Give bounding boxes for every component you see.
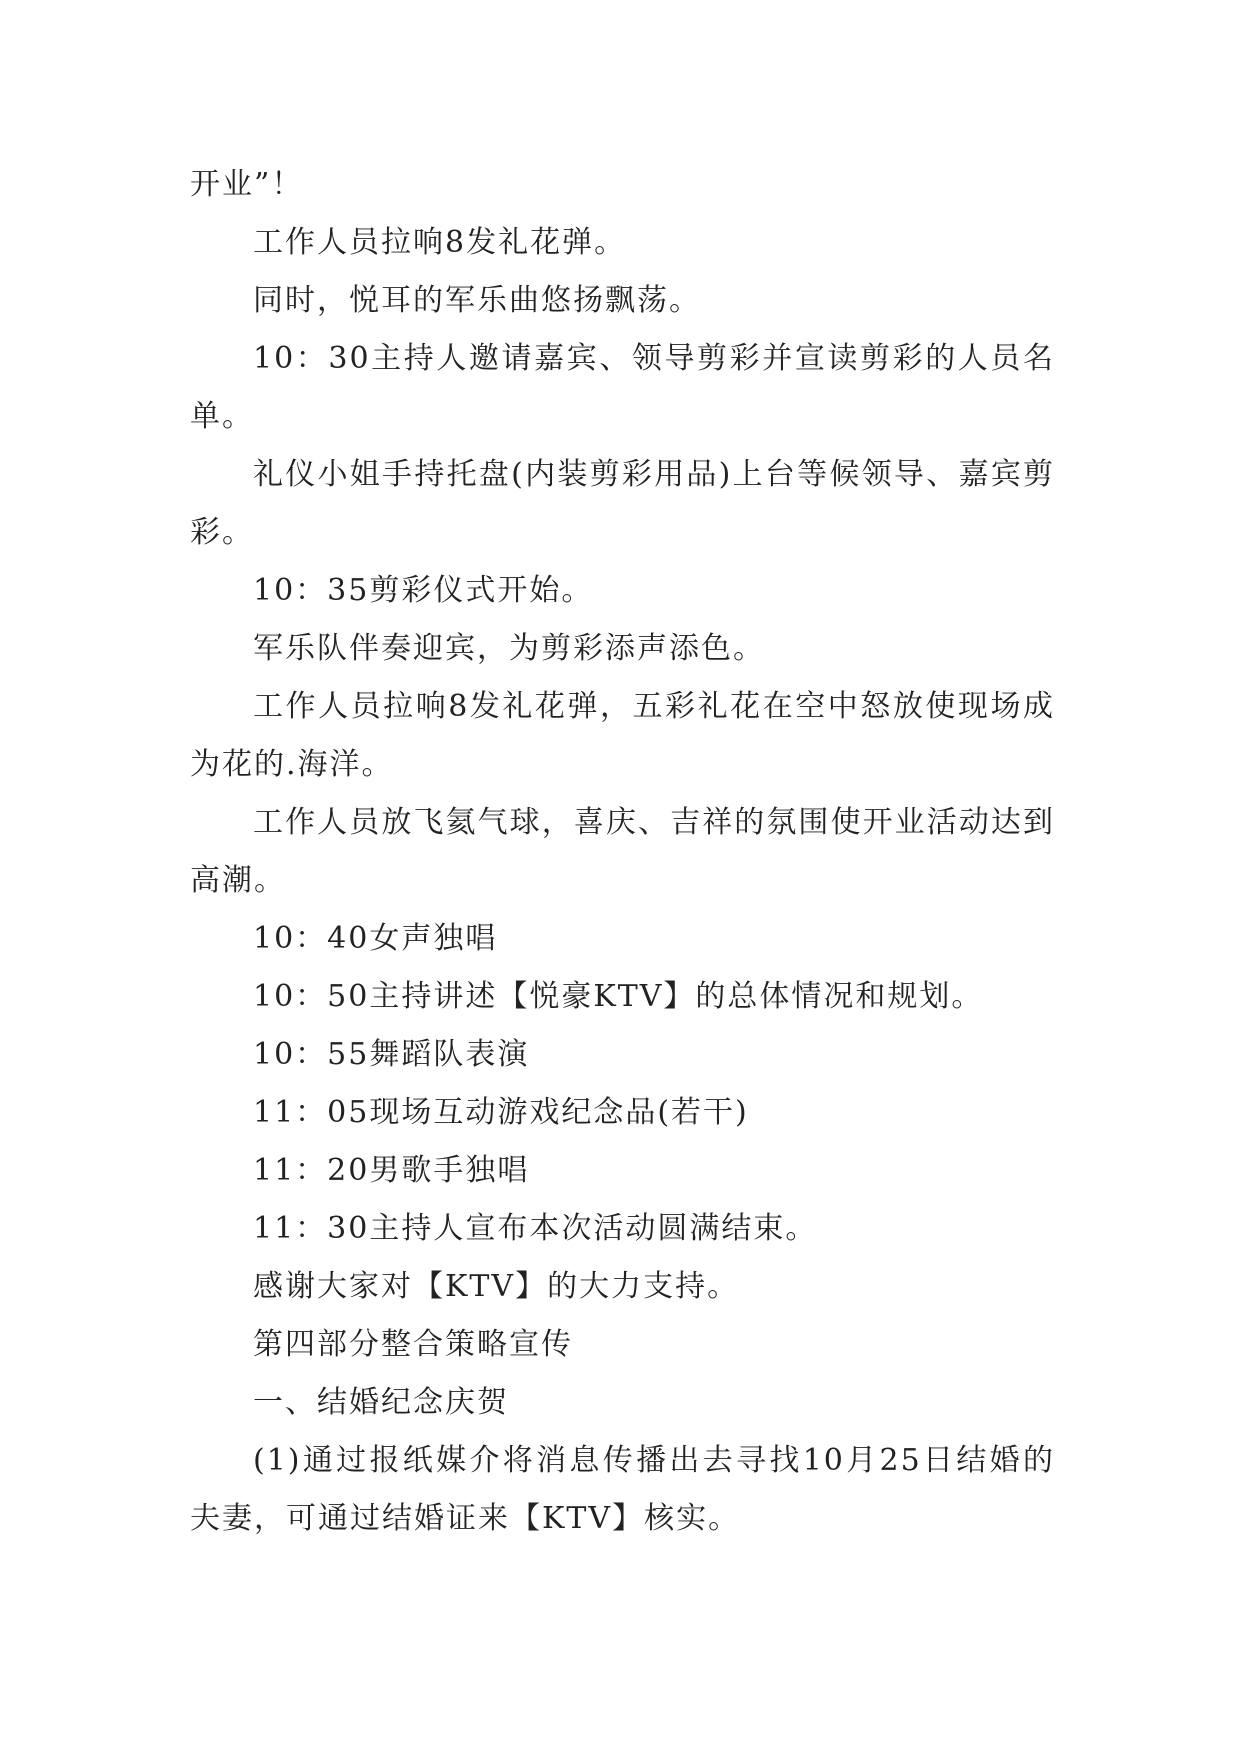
paragraph: 11：30主持人宣布本次活动圆满结束。	[253, 1211, 818, 1246]
paragraph: 10：35剪彩仪式开始。	[253, 573, 594, 608]
paragraph: 工作人员放飞氦气球，喜庆、吉祥的氛围使开业活动达到高潮。	[190, 805, 1055, 898]
section-heading: 第四部分整合策略宣传	[253, 1327, 573, 1362]
paragraph: 军乐队伴奏迎宾，为剪彩添声添色。	[253, 631, 765, 666]
paragraph: 11：20男歌手独唱	[253, 1153, 530, 1188]
paragraph: 10：40女声独唱	[253, 921, 498, 956]
paragraph: 10：30主持人邀请嘉宾、领导剪彩并宣读剪彩的人员名单。	[190, 341, 1055, 434]
paragraph: 礼仪小姐手持托盘(内装剪彩用品)上台等候领导、嘉宾剪彩。	[190, 457, 1055, 550]
paragraph: 10：55舞蹈队表演	[253, 1037, 530, 1072]
paragraph: 工作人员拉响8发礼花弹，五彩礼花在空中怒放使现场成为花的.海洋。	[190, 689, 1055, 782]
paragraph: 感谢大家对【KTV】的大力支持。	[253, 1269, 740, 1304]
paragraph: (1)通过报纸媒介将消息传播出去寻找10月25日结婚的夫妻，可通过结婚证来【KTV】核实。	[190, 1443, 1055, 1536]
paragraph: 工作人员拉响8发礼花弹。	[253, 225, 627, 260]
paragraph: 11：05现场互动游戏纪念品(若干)	[253, 1095, 749, 1130]
paragraph-continuation: 开业”！	[190, 167, 304, 202]
body-text	[190, 156, 1055, 1548]
paragraph: 同时，悦耳的军乐曲悠扬飘荡。	[253, 283, 701, 318]
subsection-heading: 一、结婚纪念庆贺	[253, 1385, 509, 1420]
paragraph: 10：50主持讲述【悦豪KTV】的总体情况和规划。	[253, 979, 984, 1014]
